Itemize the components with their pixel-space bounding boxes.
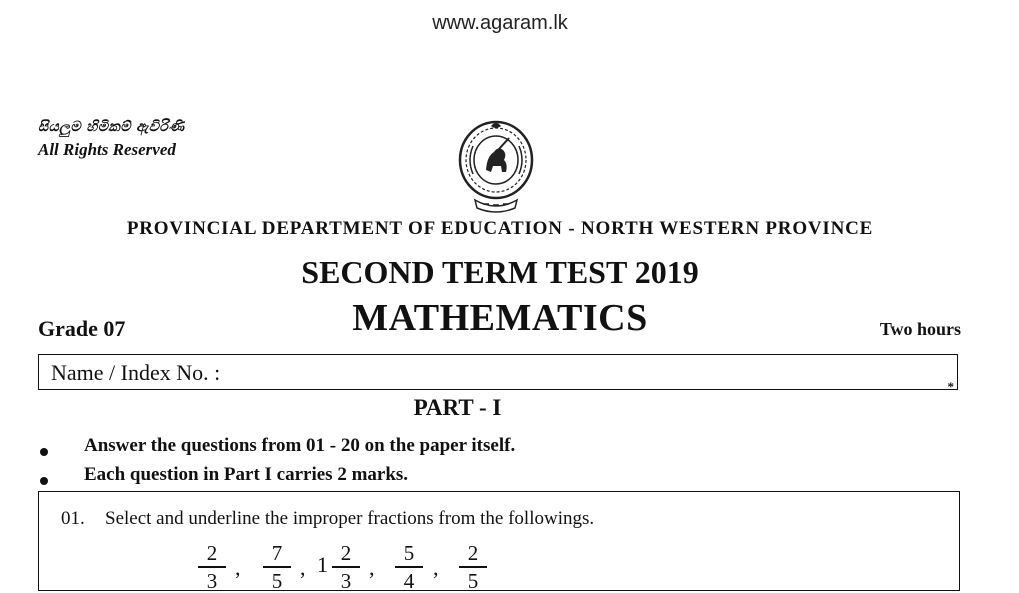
fraction-numerator: 2 bbox=[340, 541, 352, 565]
question-box bbox=[38, 491, 960, 591]
fraction[interactable] bbox=[392, 542, 426, 592]
separator: , bbox=[433, 555, 439, 580]
fraction-denominator: 3 bbox=[340, 568, 352, 593]
fraction[interactable] bbox=[195, 542, 229, 592]
fraction[interactable] bbox=[260, 542, 294, 592]
fraction-numerator: 2 bbox=[206, 541, 218, 565]
fraction-bar bbox=[459, 566, 487, 568]
department-heading: PROVINCIAL DEPARTMENT OF EDUCATION - NORTH WESTERN PROVINCE bbox=[126, 218, 874, 239]
fraction-denominator: 5 bbox=[467, 568, 479, 593]
part-title: PART - I bbox=[413, 395, 502, 420]
fraction[interactable] bbox=[456, 542, 490, 592]
bullet-icon bbox=[40, 477, 48, 485]
separator: , bbox=[300, 555, 306, 580]
fraction-bar bbox=[263, 566, 291, 568]
fraction-numerator: 2 bbox=[467, 541, 479, 565]
site-url: www.agaram.lk bbox=[432, 12, 568, 34]
fraction-denominator: 5 bbox=[271, 568, 283, 593]
bullet-icon bbox=[40, 448, 48, 456]
subject-title: MATHEMATICS bbox=[352, 297, 648, 339]
provincial-emblem-logo bbox=[453, 116, 539, 216]
mixed-number-whole: 1 bbox=[317, 552, 328, 577]
name-index-label: Name / Index No. : bbox=[51, 360, 221, 385]
fraction-bar bbox=[395, 566, 423, 568]
rights-reserved-text: All Rights Reserved bbox=[38, 140, 176, 159]
fraction-bar bbox=[198, 566, 226, 568]
fraction-numerator: 5 bbox=[403, 541, 415, 565]
test-title: SECOND TERM TEST 2019 bbox=[301, 254, 699, 290]
question-number: 01. bbox=[61, 508, 85, 529]
name-index-field[interactable] bbox=[38, 354, 958, 394]
separator: , bbox=[235, 555, 241, 580]
fraction-bar bbox=[332, 566, 360, 568]
fraction-denominator: 4 bbox=[403, 568, 415, 593]
separator: , bbox=[369, 555, 375, 580]
rights-reserved-sinhala: සියලුම හිමිකම් ඇවිරිණි bbox=[38, 119, 185, 135]
instruction-item: Each question in Part I carries 2 marks. bbox=[84, 464, 409, 485]
fraction-denominator: 3 bbox=[206, 568, 218, 593]
instruction-item: Answer the questions from 01 - 20 on the paper itself. bbox=[84, 435, 516, 456]
grade-label: Grade 07 bbox=[38, 316, 126, 341]
question-text: Select and underline the improper fractions from the followings. bbox=[105, 508, 595, 529]
fraction[interactable] bbox=[329, 542, 363, 592]
asterisk-marker: * bbox=[947, 379, 954, 394]
fraction-numerator: 7 bbox=[271, 541, 283, 565]
duration-label: Two hours bbox=[879, 319, 961, 339]
